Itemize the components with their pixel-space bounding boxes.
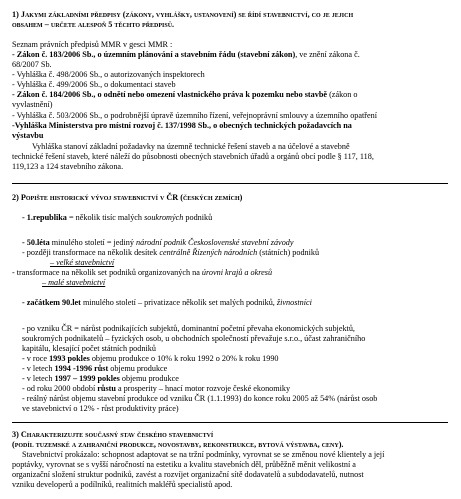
- section3-line: Stavebnictví prokázalo: schopnost adaptovat se na tržní podmínky, vyrovnat se se změnou nové klientely a její: [22, 450, 385, 459]
- section2-heading: 2) Popište historický vývoj stavebnictví v ČR (českých zemích): [12, 193, 243, 202]
- section1-paragraph-line1: Vyhláška stanoví základní požadavky na územně technické řešení staveb a na účelové a stavebně: [32, 142, 350, 151]
- section-divider: [12, 422, 448, 423]
- history-line: - transformace na několik set podniků organizovaných na úrovni krajů a okresů: [12, 268, 273, 277]
- list-item: vyvlastnění): [12, 100, 53, 109]
- section3-line: organizační složení struktur podniků, zavést a rozvíjet organizační sítě dodavatelů a subdodavatelů, nutnost: [12, 470, 364, 479]
- section1-intro: Seznam právních předpisů MMR v gesci MMR :: [12, 40, 173, 49]
- history-line: kapitálu, klesající počet státních podniků: [22, 344, 156, 353]
- history-line: - v roce 1993 pokles objemu produkce o 10% k roku 1992 o 20% k roku 1990: [22, 354, 279, 363]
- history-line: - od roku 2000 období růstu a prosperity – hnací motor rozvoje české ekonomiky: [22, 384, 291, 393]
- section3-line: poptávky, vyrovnat se s vyšší náročností na estetiku a kvalitu stavebních děl, průběžně měnit velikostní a: [12, 460, 356, 469]
- history-line: - v letech 1997 – 1999 pokles objemu produkce: [22, 374, 179, 383]
- history-line: - po vzniku ČR = nárůst podnikajících subjektů, dominantní početní převaha ekonomických subjektů,: [22, 324, 355, 333]
- history-line: - později transformace na několik desítek centrálně Řízených národních (státních) podniků: [22, 248, 320, 257]
- history-line: - v letech 1994 -1996 růst objemu produkce: [22, 364, 168, 373]
- section3-line: vzniku developerů a podílníků, realitních makléřů specialistů apod.: [12, 480, 233, 489]
- history-line: - 1.republika = několik tisíc malých soukromých podniků: [22, 213, 213, 222]
- history-line: ve stavebnictví o 12% - růst produktivity práce): [22, 404, 179, 413]
- section1-paragraph-line3: 119,123 a 124 stavebního zákona.: [12, 162, 124, 171]
- section1-heading-line2: obsahem – určete alespoň 5 těchto předpisů.: [12, 20, 175, 29]
- history-line: – velké stavebnictví: [50, 258, 115, 267]
- list-item: 68/2007 Sb.: [12, 60, 52, 69]
- list-item: výstavbu: [12, 131, 44, 140]
- section3-heading-line2: (podíl tuzemské a zahraniční produkce, novostavby, rekonstrukce, bytová výstavba, ceny).: [12, 440, 344, 449]
- list-item: -Vyhláška Ministerstva pro místní rozvoj č. 137/1998 Sb., o obecných technických požadavcích na: [12, 121, 352, 130]
- list-item: - Vyhláška č. 498/2006 Sb., o autorizovaných inspektorech: [12, 70, 205, 79]
- history-line: soukromých podnikatelů – fyzických osob, u obchodních společností převažuje s.r.o., účast zahraničního: [22, 334, 366, 343]
- history-line: - 50.léta minulého století = jediný národní podnik Československé stavební závody: [22, 238, 294, 247]
- section1-paragraph-line2: technické řešení staveb, které náleží do působnosti obecných stavebních úřadů a orgánů obcí podle § 117, 118,: [12, 152, 374, 161]
- history-line: - reálný nárůst objemu stavební produkce od vzniku ČR (1.1.1993) do konce roku 2005 až 54% (nárůst osob: [22, 394, 378, 403]
- section-divider: [12, 183, 448, 184]
- section3-heading-line1: 3) Charakterizujte současný stav českého stavebnictví: [12, 430, 214, 439]
- list-item: - Zákon č. 184/2006 Sb., o odnětí nebo omezení vlastnického práva k pozemku nebo stavbě (zákon o: [12, 90, 358, 99]
- history-line: - začátkem 90.let minulého století – privatizace několik set malých podniků, živnostníci: [22, 298, 312, 307]
- list-item: - Vyhláška č. 499/2006 Sb., o dokumentaci staveb: [12, 80, 176, 89]
- history-line: – malé stavebnictví: [42, 278, 106, 287]
- list-item: - Vyhláška č. 503/2006 Sb., o podrobnější úpravě územního řízení, veřejnoprávní smlouvy a územního opatření: [12, 111, 378, 120]
- section1-heading-line1: 1) Jakymi základními předpisy (zákony, vyhlášky, ustanovení) se řídí stavebnictví, co je jejich: [12, 10, 354, 19]
- list-item: - Zákon č. 183/2006 Sb., o územním plánování a stavebním řádu (stavební zákon), ve znění zákona č.: [12, 50, 360, 59]
